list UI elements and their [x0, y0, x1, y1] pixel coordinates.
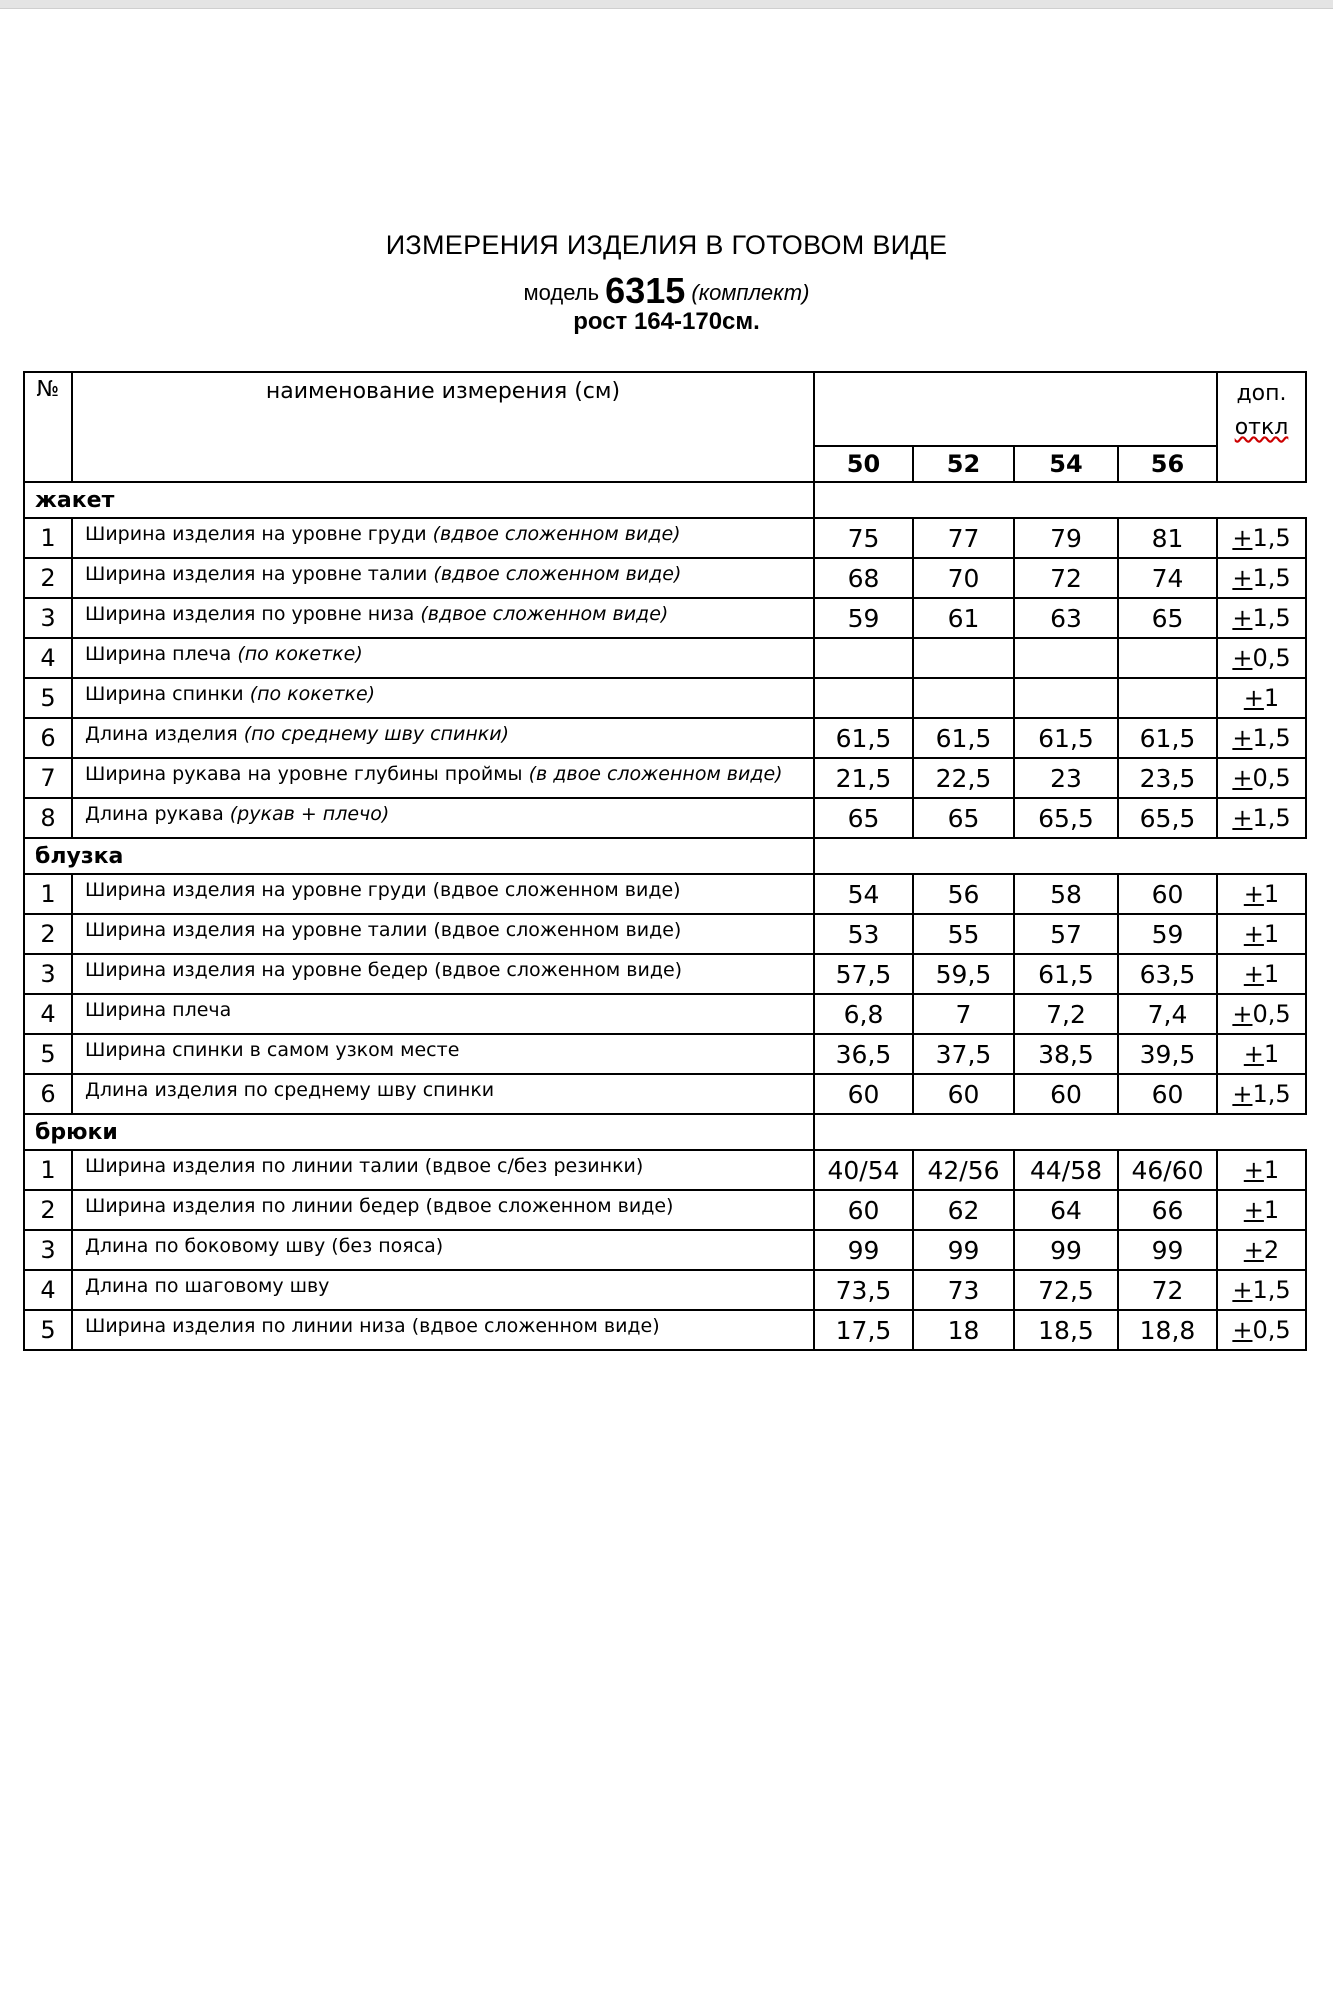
deviation-value: 1 — [1263, 920, 1280, 948]
measurement-note: (вдвое сложенном виде) — [420, 603, 669, 625]
deviation-cell — [1217, 1190, 1306, 1230]
deviation-value: 1 — [1263, 880, 1280, 908]
deviation-cell — [1217, 798, 1306, 838]
table-row — [24, 914, 1306, 954]
deviation-value: 1 — [1263, 1156, 1280, 1184]
measurement-name-cell — [72, 874, 814, 914]
deviation-cell — [1217, 758, 1306, 798]
size-value — [1014, 678, 1118, 718]
size-value — [1014, 638, 1118, 678]
table-row — [24, 1230, 1306, 1270]
size-value: 61,5 — [1014, 954, 1118, 994]
table-row — [24, 718, 1306, 758]
deviation-value: 0,5 — [1252, 764, 1291, 792]
row-number: 3 — [24, 954, 72, 994]
table-body — [24, 372, 1306, 1350]
measurement-name-cell — [72, 1150, 814, 1190]
deviation-label-2: откл — [1234, 415, 1289, 440]
deviation-value: 1 — [1263, 684, 1280, 712]
size-value: 7,2 — [1014, 994, 1118, 1034]
size-value: 59,5 — [913, 954, 1014, 994]
size-value: 65 — [814, 798, 913, 838]
measurement-name-cell — [72, 1074, 814, 1114]
deviation-value: 0,5 — [1252, 644, 1291, 672]
section-title: брюки — [24, 1114, 814, 1150]
measurement-name: Ширина спинки — [85, 683, 250, 705]
size-value: 57 — [1014, 914, 1118, 954]
model-number: 6315 — [605, 270, 686, 311]
table-row — [24, 994, 1306, 1034]
measurement-note: (по кокетке) — [249, 683, 376, 705]
size-header: 50 — [814, 446, 913, 482]
size-value: 60 — [913, 1074, 1014, 1114]
table-row — [24, 638, 1306, 678]
size-value: 64 — [1014, 1190, 1118, 1230]
row-number: 5 — [24, 1310, 72, 1350]
measurement-name-cell — [72, 954, 814, 994]
table-row — [24, 874, 1306, 914]
plus-minus-sign: + — [1232, 1316, 1253, 1344]
table-row — [24, 798, 1306, 838]
size-value: 62 — [913, 1190, 1014, 1230]
plus-minus-sign: + — [1243, 920, 1264, 948]
size-value: 65,5 — [1118, 798, 1217, 838]
column-header-name: наименование измерения (см) — [72, 372, 814, 482]
measurement-name: Длина по боковому шву (без пояса) — [85, 1235, 444, 1257]
table-row — [24, 1310, 1306, 1350]
size-value: 63 — [1014, 598, 1118, 638]
size-header: 54 — [1014, 446, 1118, 482]
row-number: 4 — [24, 638, 72, 678]
plus-minus-sign: + — [1243, 684, 1264, 712]
column-header-deviation — [1217, 372, 1306, 482]
measurement-note: (вдвое сложенном виде) — [432, 523, 681, 545]
size-value: 81 — [1118, 518, 1217, 558]
size-value: 56 — [913, 874, 1014, 914]
size-value: 99 — [913, 1230, 1014, 1270]
row-number: 6 — [24, 1074, 72, 1114]
size-value: 18 — [913, 1310, 1014, 1350]
row-number: 8 — [24, 798, 72, 838]
measurement-name: Длина изделия — [85, 723, 244, 745]
size-value: 66 — [1118, 1190, 1217, 1230]
table-row — [24, 1074, 1306, 1114]
deviation-label-1: доп. — [1236, 381, 1287, 406]
deviation-value: 2 — [1263, 1236, 1280, 1264]
table-row — [24, 1150, 1306, 1190]
deviation-value: 1,5 — [1252, 1080, 1291, 1108]
deviation-cell — [1217, 678, 1306, 718]
deviation-cell — [1217, 718, 1306, 758]
size-value: 23,5 — [1118, 758, 1217, 798]
size-value: 74 — [1118, 558, 1217, 598]
plus-minus-sign: + — [1243, 1196, 1264, 1224]
table-row — [24, 558, 1306, 598]
deviation-cell — [1217, 1230, 1306, 1270]
deviation-value: 1,5 — [1252, 804, 1291, 832]
row-number: 4 — [24, 994, 72, 1034]
column-header-number: № — [24, 372, 72, 482]
size-value: 61 — [913, 598, 1014, 638]
measurement-name-cell — [72, 638, 814, 678]
height-line: рост 164-170см. — [573, 308, 760, 335]
measurement-name: Ширина изделия по линии бедер (вдвое сложенном виде) — [85, 1195, 674, 1217]
size-value: 65,5 — [1014, 798, 1118, 838]
size-value: 55 — [913, 914, 1014, 954]
top-border — [0, 0, 1333, 9]
size-value: 44/58 — [1014, 1150, 1118, 1190]
size-value: 70 — [913, 558, 1014, 598]
size-value: 57,5 — [814, 954, 913, 994]
size-value: 18,8 — [1118, 1310, 1217, 1350]
plus-minus-sign: + — [1243, 880, 1264, 908]
measurement-name: Ширина рукава на уровне глубины проймы — [85, 763, 529, 785]
column-header-sizes-top — [814, 372, 1217, 446]
size-value: 36,5 — [814, 1034, 913, 1074]
measurement-name-cell — [72, 518, 814, 558]
size-value: 61,5 — [814, 718, 913, 758]
size-value: 18,5 — [1014, 1310, 1118, 1350]
deviation-cell — [1217, 638, 1306, 678]
measurement-name-cell — [72, 1230, 814, 1270]
deviation-cell — [1217, 518, 1306, 558]
row-number: 2 — [24, 914, 72, 954]
measurement-name-cell — [72, 758, 814, 798]
size-value: 46/60 — [1118, 1150, 1217, 1190]
deviation-value: 1,5 — [1252, 1276, 1291, 1304]
size-value — [1118, 638, 1217, 678]
section-row — [24, 838, 1306, 874]
measurement-name: Ширина изделия на уровне талии (вдвое сложенном виде) — [85, 919, 682, 941]
measurement-name-cell — [72, 1190, 814, 1230]
size-value: 60 — [1118, 874, 1217, 914]
size-value: 99 — [814, 1230, 913, 1270]
size-value: 68 — [814, 558, 913, 598]
deviation-cell — [1217, 1150, 1306, 1190]
size-value: 40/54 — [814, 1150, 913, 1190]
size-value: 72 — [1014, 558, 1118, 598]
table-row — [24, 1034, 1306, 1074]
size-value — [814, 678, 913, 718]
plus-minus-sign: + — [1232, 524, 1253, 552]
section-title: жакет — [24, 482, 814, 518]
measurement-name-cell — [72, 798, 814, 838]
size-value: 65 — [1118, 598, 1217, 638]
plus-minus-sign: + — [1232, 724, 1253, 752]
size-value: 77 — [913, 518, 1014, 558]
measurement-note: (вдвое сложенном виде) — [433, 563, 682, 585]
deviation-cell — [1217, 954, 1306, 994]
size-value: 63,5 — [1118, 954, 1217, 994]
deviation-value: 1,5 — [1252, 524, 1291, 552]
size-value: 59 — [1118, 914, 1217, 954]
size-value: 53 — [814, 914, 913, 954]
measurements-table-wrapper — [23, 371, 1305, 1351]
table-row — [24, 1190, 1306, 1230]
plus-minus-sign: + — [1243, 1156, 1264, 1184]
deviation-cell — [1217, 1310, 1306, 1350]
measurement-name: Ширина изделия по линии низа (вдвое сложенном виде) — [85, 1315, 660, 1337]
size-value: 7 — [913, 994, 1014, 1034]
plus-minus-sign: + — [1232, 764, 1253, 792]
size-header: 52 — [913, 446, 1014, 482]
model-label: модель — [523, 280, 600, 305]
measurement-name-cell — [72, 718, 814, 758]
measurement-note: (рукав + плечо) — [229, 803, 390, 825]
plus-minus-sign: + — [1243, 960, 1264, 988]
deviation-cell — [1217, 558, 1306, 598]
model-line — [0, 270, 1333, 312]
size-value: 21,5 — [814, 758, 913, 798]
plus-minus-sign: + — [1232, 644, 1253, 672]
size-value: 37,5 — [913, 1034, 1014, 1074]
deviation-cell — [1217, 1074, 1306, 1114]
measurement-name: Ширина изделия на уровне талии — [85, 563, 434, 585]
table-row — [24, 1270, 1306, 1310]
deviation-value: 0,5 — [1252, 1000, 1291, 1028]
plus-minus-sign: + — [1243, 1040, 1264, 1068]
size-value: 38,5 — [1014, 1034, 1118, 1074]
deviation-value: 1,5 — [1252, 724, 1291, 752]
size-value: 99 — [1118, 1230, 1217, 1270]
size-value: 6,8 — [814, 994, 913, 1034]
section-row — [24, 482, 1306, 518]
section-title: блузка — [24, 838, 814, 874]
measurements-table — [23, 371, 1307, 1351]
size-value — [913, 638, 1014, 678]
plus-minus-sign: + — [1232, 1276, 1253, 1304]
measurement-name-cell — [72, 914, 814, 954]
measurement-note: (в двое сложенном виде) — [528, 763, 783, 785]
table-row — [24, 518, 1306, 558]
header-row — [24, 372, 1306, 446]
deviation-value: 1 — [1263, 1196, 1280, 1224]
document-title: ИЗМЕРЕНИЯ ИЗДЕЛИЯ В ГОТОВОМ ВИДЕ — [385, 230, 948, 260]
size-value — [814, 638, 913, 678]
plus-minus-sign: + — [1243, 1236, 1264, 1264]
size-value: 61,5 — [1118, 718, 1217, 758]
size-value: 65 — [913, 798, 1014, 838]
size-value: 79 — [1014, 518, 1118, 558]
table-row — [24, 678, 1306, 718]
measurement-name-cell — [72, 678, 814, 718]
size-value: 61,5 — [913, 718, 1014, 758]
plus-minus-sign: + — [1232, 1000, 1253, 1028]
row-number: 3 — [24, 1230, 72, 1270]
size-value — [913, 678, 1014, 718]
size-value: 54 — [814, 874, 913, 914]
measurement-name: Ширина плеча — [85, 999, 232, 1021]
size-value: 75 — [814, 518, 913, 558]
size-value: 7,4 — [1118, 994, 1217, 1034]
section-fill — [814, 482, 1306, 518]
deviation-value: 0,5 — [1252, 1316, 1291, 1344]
row-number: 1 — [24, 1150, 72, 1190]
size-value: 72 — [1118, 1270, 1217, 1310]
size-value: 60 — [814, 1190, 913, 1230]
size-header: 56 — [1118, 446, 1217, 482]
measurement-name-cell — [72, 994, 814, 1034]
row-number: 7 — [24, 758, 72, 798]
plus-minus-sign: + — [1232, 804, 1253, 832]
row-number: 3 — [24, 598, 72, 638]
size-value: 59 — [814, 598, 913, 638]
deviation-cell — [1217, 874, 1306, 914]
row-number: 6 — [24, 718, 72, 758]
deviation-value: 1,5 — [1252, 604, 1291, 632]
deviation-value: 1 — [1263, 960, 1280, 988]
size-value: 42/56 — [913, 1150, 1014, 1190]
row-number: 4 — [24, 1270, 72, 1310]
row-number: 2 — [24, 1190, 72, 1230]
measurement-name-cell — [72, 1270, 814, 1310]
size-value: 61,5 — [1014, 718, 1118, 758]
section-fill — [814, 838, 1306, 874]
row-number: 1 — [24, 874, 72, 914]
row-number: 2 — [24, 558, 72, 598]
row-number: 5 — [24, 678, 72, 718]
size-value: 23 — [1014, 758, 1118, 798]
measurement-name-cell — [72, 1310, 814, 1350]
measurement-name: Ширина изделия по линии талии (вдвое с/без резинки) — [85, 1155, 644, 1177]
plus-minus-sign: + — [1232, 1080, 1253, 1108]
measurement-name: Длина рукава — [85, 803, 230, 825]
size-value: 60 — [1014, 1074, 1118, 1114]
measurement-name-cell — [72, 598, 814, 638]
measurement-name: Длина по шаговому шву — [85, 1275, 330, 1297]
deviation-cell — [1217, 598, 1306, 638]
size-value: 39,5 — [1118, 1034, 1217, 1074]
table-row — [24, 954, 1306, 994]
size-value: 17,5 — [814, 1310, 913, 1350]
row-number: 5 — [24, 1034, 72, 1074]
size-value: 22,5 — [913, 758, 1014, 798]
model-note: (комплект) — [691, 280, 810, 305]
measurement-name: Ширина изделия на уровне груди — [85, 523, 433, 545]
table-row — [24, 758, 1306, 798]
deviation-cell — [1217, 1270, 1306, 1310]
section-fill — [814, 1114, 1306, 1150]
row-number: 1 — [24, 518, 72, 558]
measurement-name: Ширина изделия на уровне груди (вдвое сложенном виде) — [85, 879, 681, 901]
size-value: 73 — [913, 1270, 1014, 1310]
size-value: 58 — [1014, 874, 1118, 914]
deviation-cell — [1217, 914, 1306, 954]
size-value: 72,5 — [1014, 1270, 1118, 1310]
deviation-value: 1,5 — [1252, 564, 1291, 592]
deviation-value: 1 — [1263, 1040, 1280, 1068]
plus-minus-sign: + — [1232, 564, 1253, 592]
table-row — [24, 598, 1306, 638]
measurement-note: (по кокетке) — [237, 643, 363, 665]
plus-minus-sign: + — [1232, 604, 1253, 632]
measurement-name-cell — [72, 1034, 814, 1074]
measurement-name: Ширина плеча — [85, 643, 238, 665]
measurement-name: Ширина изделия по уровне низа — [85, 603, 421, 625]
deviation-cell — [1217, 994, 1306, 1034]
size-value — [1118, 678, 1217, 718]
section-row — [24, 1114, 1306, 1150]
measurement-note: (по среднему шву спинки) — [243, 723, 509, 745]
measurement-name: Ширина спинки в самом узком месте — [85, 1039, 460, 1061]
measurement-name: Ширина изделия на уровне бедер (вдвое сложенном виде) — [85, 959, 683, 981]
size-value: 73,5 — [814, 1270, 913, 1310]
size-value: 60 — [1118, 1074, 1217, 1114]
size-value: 60 — [814, 1074, 913, 1114]
size-value: 99 — [1014, 1230, 1118, 1270]
measurement-name-cell — [72, 558, 814, 598]
deviation-cell — [1217, 1034, 1306, 1074]
measurement-name: Длина изделия по среднему шву спинки — [85, 1079, 495, 1101]
